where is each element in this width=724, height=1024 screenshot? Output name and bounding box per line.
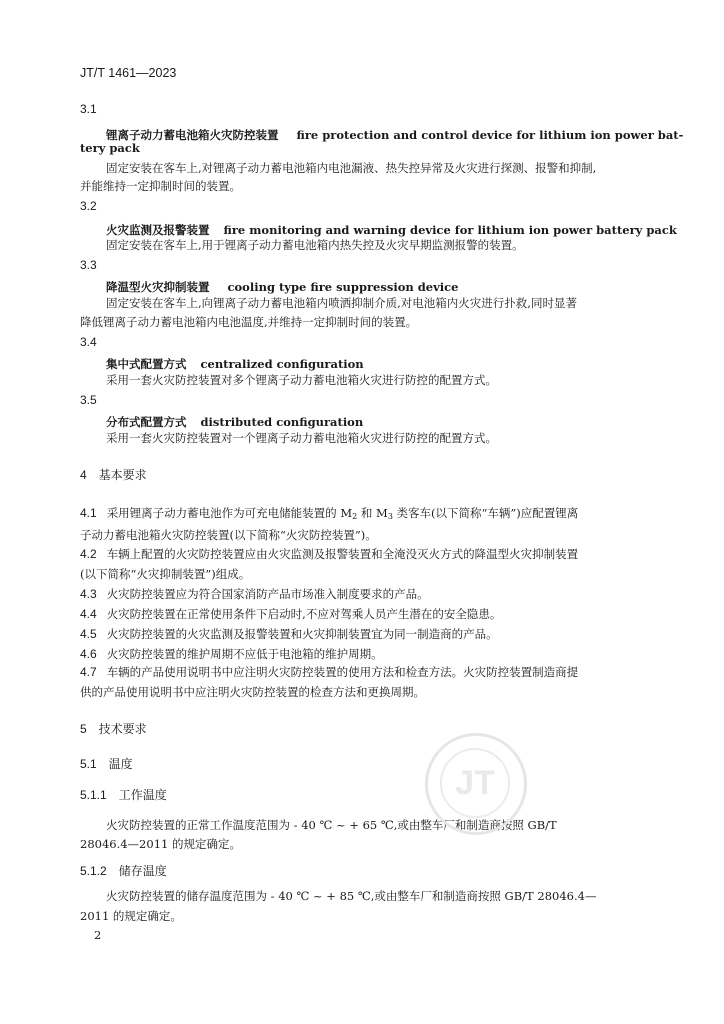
subsection-heading: 5.1.2 储存温度 [80,864,167,878]
clause-text: 车辆的产品使用说明书中应注明火灾防控装置的使用方法和检查方法。火灾防控装置制造商提 [106,665,579,679]
term-definition: 降低锂离子动力蓄电池箱内电池温度,并维持一定抑制时间的装置。 [80,315,418,329]
subscript: 2 [352,512,358,521]
term-definition: 固定安装在客车上,对锂离子动力蓄电池箱内电池漏液、热失控异常及火灾进行探测、报警和抑制, [106,161,597,175]
clause-text: 火灾防控装置的火灾监测及报警装置和火灾抑制装置宜为同一制造商的产品。 [106,627,498,641]
clause [80,606,501,622]
clause-text: 火灾防控装置的维护周期不应低于电池箱的维护周期。 [106,647,383,661]
watermark-text: JT [440,748,510,818]
term-cn: 降温型火灾抑制装置 [106,280,210,294]
term-title [106,411,363,430]
term-definition: 固定安装在客车上,向锂离子动力蓄电池箱内喷洒抑制介质,对电池箱内火灾进行扑救,同时显著 [106,296,577,310]
clause-text: 火灾防控装置应为符合国家消防产品市场准入制度要求的产品。 [106,587,429,601]
term-number: 3.5 [80,393,97,407]
clause [80,586,429,602]
clause [80,505,578,521]
jt-watermark-seal [425,733,527,835]
term-title [106,219,677,238]
term-title [106,353,364,372]
clause [80,626,498,642]
term-number: 3.4 [80,335,97,349]
term-en: centralized configuration [200,357,364,371]
term-en: cooling type fire suppression device [227,280,459,294]
clause [80,646,383,662]
clause-text: 供的产品使用说明书中应注明火灾防控装置的检查方法和更换周期。 [80,685,425,699]
clause-number: 4.6 [80,647,97,661]
subsection-heading: 5.1.1 工作温度 [80,788,167,802]
paragraph: 火灾防控装置的储存温度范围为 - 40 ℃ ~ + 85 ℃,或由整车厂和制造商按照 GB/T 28046.4— [106,889,597,903]
term-en-continuation: tery pack [80,141,140,155]
clause-number: 4.3 [80,587,97,601]
section-heading: 5 技术要求 [80,722,147,736]
paragraph: 火灾防控装置的正常工作温度范围为 - 40 ℃ ~ + 65 ℃,或由整车厂和制造商按照 GB/T [106,818,557,832]
term-number: 3.1 [80,102,97,116]
clause-number: 4.4 [80,607,97,621]
term-title [106,276,458,295]
clause-text: 子动力蓄电池箱火灾防控装置(以下简称“火灾防控装置”)。 [80,528,377,542]
clause-number: 4.2 [80,547,97,561]
clause-text: (以下简称“火灾抑制装置”)组成。 [80,567,251,581]
clause [80,546,578,562]
clause-number: 4.1 [80,506,97,520]
clause-text: 火灾防控装置在正常使用条件下启动时,不应对驾乘人员产生潜在的安全隐患。 [106,607,502,621]
paragraph: 2011 的规定确定。 [80,909,182,923]
term-en: distributed configuration [200,415,364,429]
paragraph: 28046.4—2011 的规定确定。 [80,837,241,851]
term-en: fire protection and control device for lithium ion power bat- [296,128,684,142]
clause-number: 4.5 [80,627,97,641]
term-definition: 采用一套火灾防控装置对多个锂离子动力蓄电池箱火灾进行防控的配置方式。 [106,373,497,387]
term-cn: 分布式配置方式 [106,415,187,429]
term-definition: 并能维持一定抑制时间的装置。 [80,179,241,193]
term-definition: 采用一套火灾防控装置对一个锂离子动力蓄电池箱火灾进行防控的配置方式。 [106,431,497,445]
term-number: 3.2 [80,199,97,213]
term-number: 3.3 [80,258,97,272]
term-cn: 火灾监测及报警装置 [106,223,210,237]
term-title [106,124,683,143]
document-number: JT/T 1461—2023 [80,66,177,80]
clause-text: 类客车(以下简称“车辆”)应配置锂离 [392,506,579,520]
term-cn: 锂离子动力蓄电池箱火灾防控装置 [106,128,279,142]
term-cn: 集中式配置方式 [106,357,187,371]
subsection-heading: 5.1 温度 [80,757,133,771]
page-number: 2 [94,928,102,942]
subscript: 3 [387,512,393,521]
clause [80,664,578,680]
clause-text: 和 M [357,506,388,520]
clause-text: 采用锂离子动力蓄电池作为可充电储能装置的 M [106,506,353,520]
term-en: fire monitoring and warning device for lithium ion power battery pack [223,223,677,237]
clause-text: 车辆上配置的火灾防控装置应由火灾监测及报警装置和全淹没灭火方式的降温型火灾抑制装置 [106,547,579,561]
clause-number: 4.7 [80,665,97,679]
term-definition: 固定安装在客车上,用于锂离子动力蓄电池箱内热失控及火灾早期监测报警的装置。 [106,238,524,252]
section-heading: 4 基本要求 [80,468,147,482]
